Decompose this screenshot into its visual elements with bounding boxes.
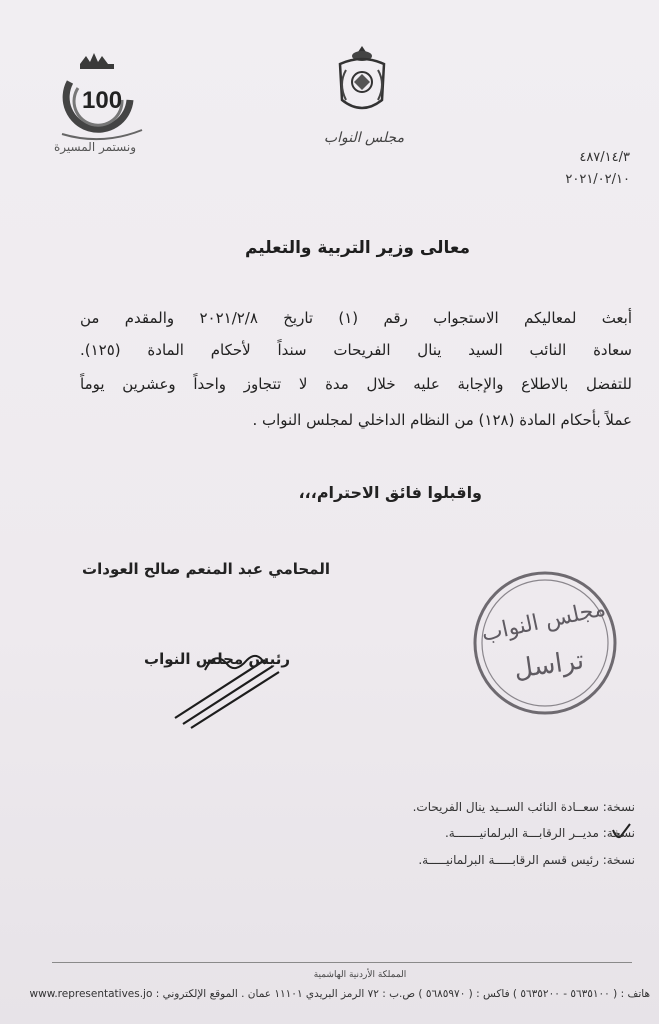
reference-number: ٤٨٧/١٤/٣	[579, 150, 630, 165]
body-line: سعادة النائب السيد ينال الفريحات سنداً لأحكام المادة (١٢٥).	[80, 341, 632, 359]
royal-emblem-icon	[332, 44, 392, 118]
body-line: للتفضل بالاطلاع والإجابة عليه خلال مدة لا تتجاوز واحداً وعشرين يوماً	[80, 375, 632, 393]
centennial-slogan: ونستمر المسيرة	[54, 140, 136, 154]
addressee: معالى وزير التربية والتعليم	[244, 238, 470, 258]
copy-recipient: نسخة: رئيس قسم الرقابـــــة البرلمانيـــــة.	[418, 853, 635, 867]
centennial-number: 100	[82, 87, 123, 114]
reference-date: ٢٠٢١/٠٢/١٠	[565, 172, 630, 187]
footer-contact: هاتف : ( ٥٦٣٥١٠٠ - ٥٦٣٥٢٠٠ ) فاكس : ( ٥٦٨٥٩٧٠ ) ص.ب : ٧٢ الرمز البريدي ١١١٠١ عمان . الموقع الإلكتروني : www.representatives.jo	[29, 988, 650, 1000]
footer-divider	[52, 962, 632, 963]
footer-org-name: المملكة الأردنية الهاشمية	[313, 970, 407, 980]
institution-name: مجلس النواب	[323, 130, 405, 146]
copy-recipient: نسخة: مديــر الرقابـــة البرلمانيـــــــة.	[444, 826, 635, 840]
signer-name: المحامي عبد المنعم صالح العودات	[82, 560, 330, 578]
closing-salutation: واقبلوا فائق الاحترام،،،	[298, 483, 482, 502]
copy-recipient: نسخة: سعــادة النائب الســيد ينال الفريحات.	[412, 800, 635, 814]
body-line: أبعث لمعاليكم الاستجواب رقم (١) تاريخ ٢٠٢١/٢/٨ والمقدم من	[80, 309, 633, 327]
stamp-line2: تراسل	[512, 645, 586, 685]
signer-title: رئيس مجلس النواب	[144, 650, 290, 668]
body-line: عملاً بأحكام المادة (١٢٨) من النظام الداخلي لمجلس النواب .	[252, 411, 632, 429]
stamp-line1: مجلس النواب	[479, 596, 608, 647]
parliament-stamp	[470, 568, 620, 718]
